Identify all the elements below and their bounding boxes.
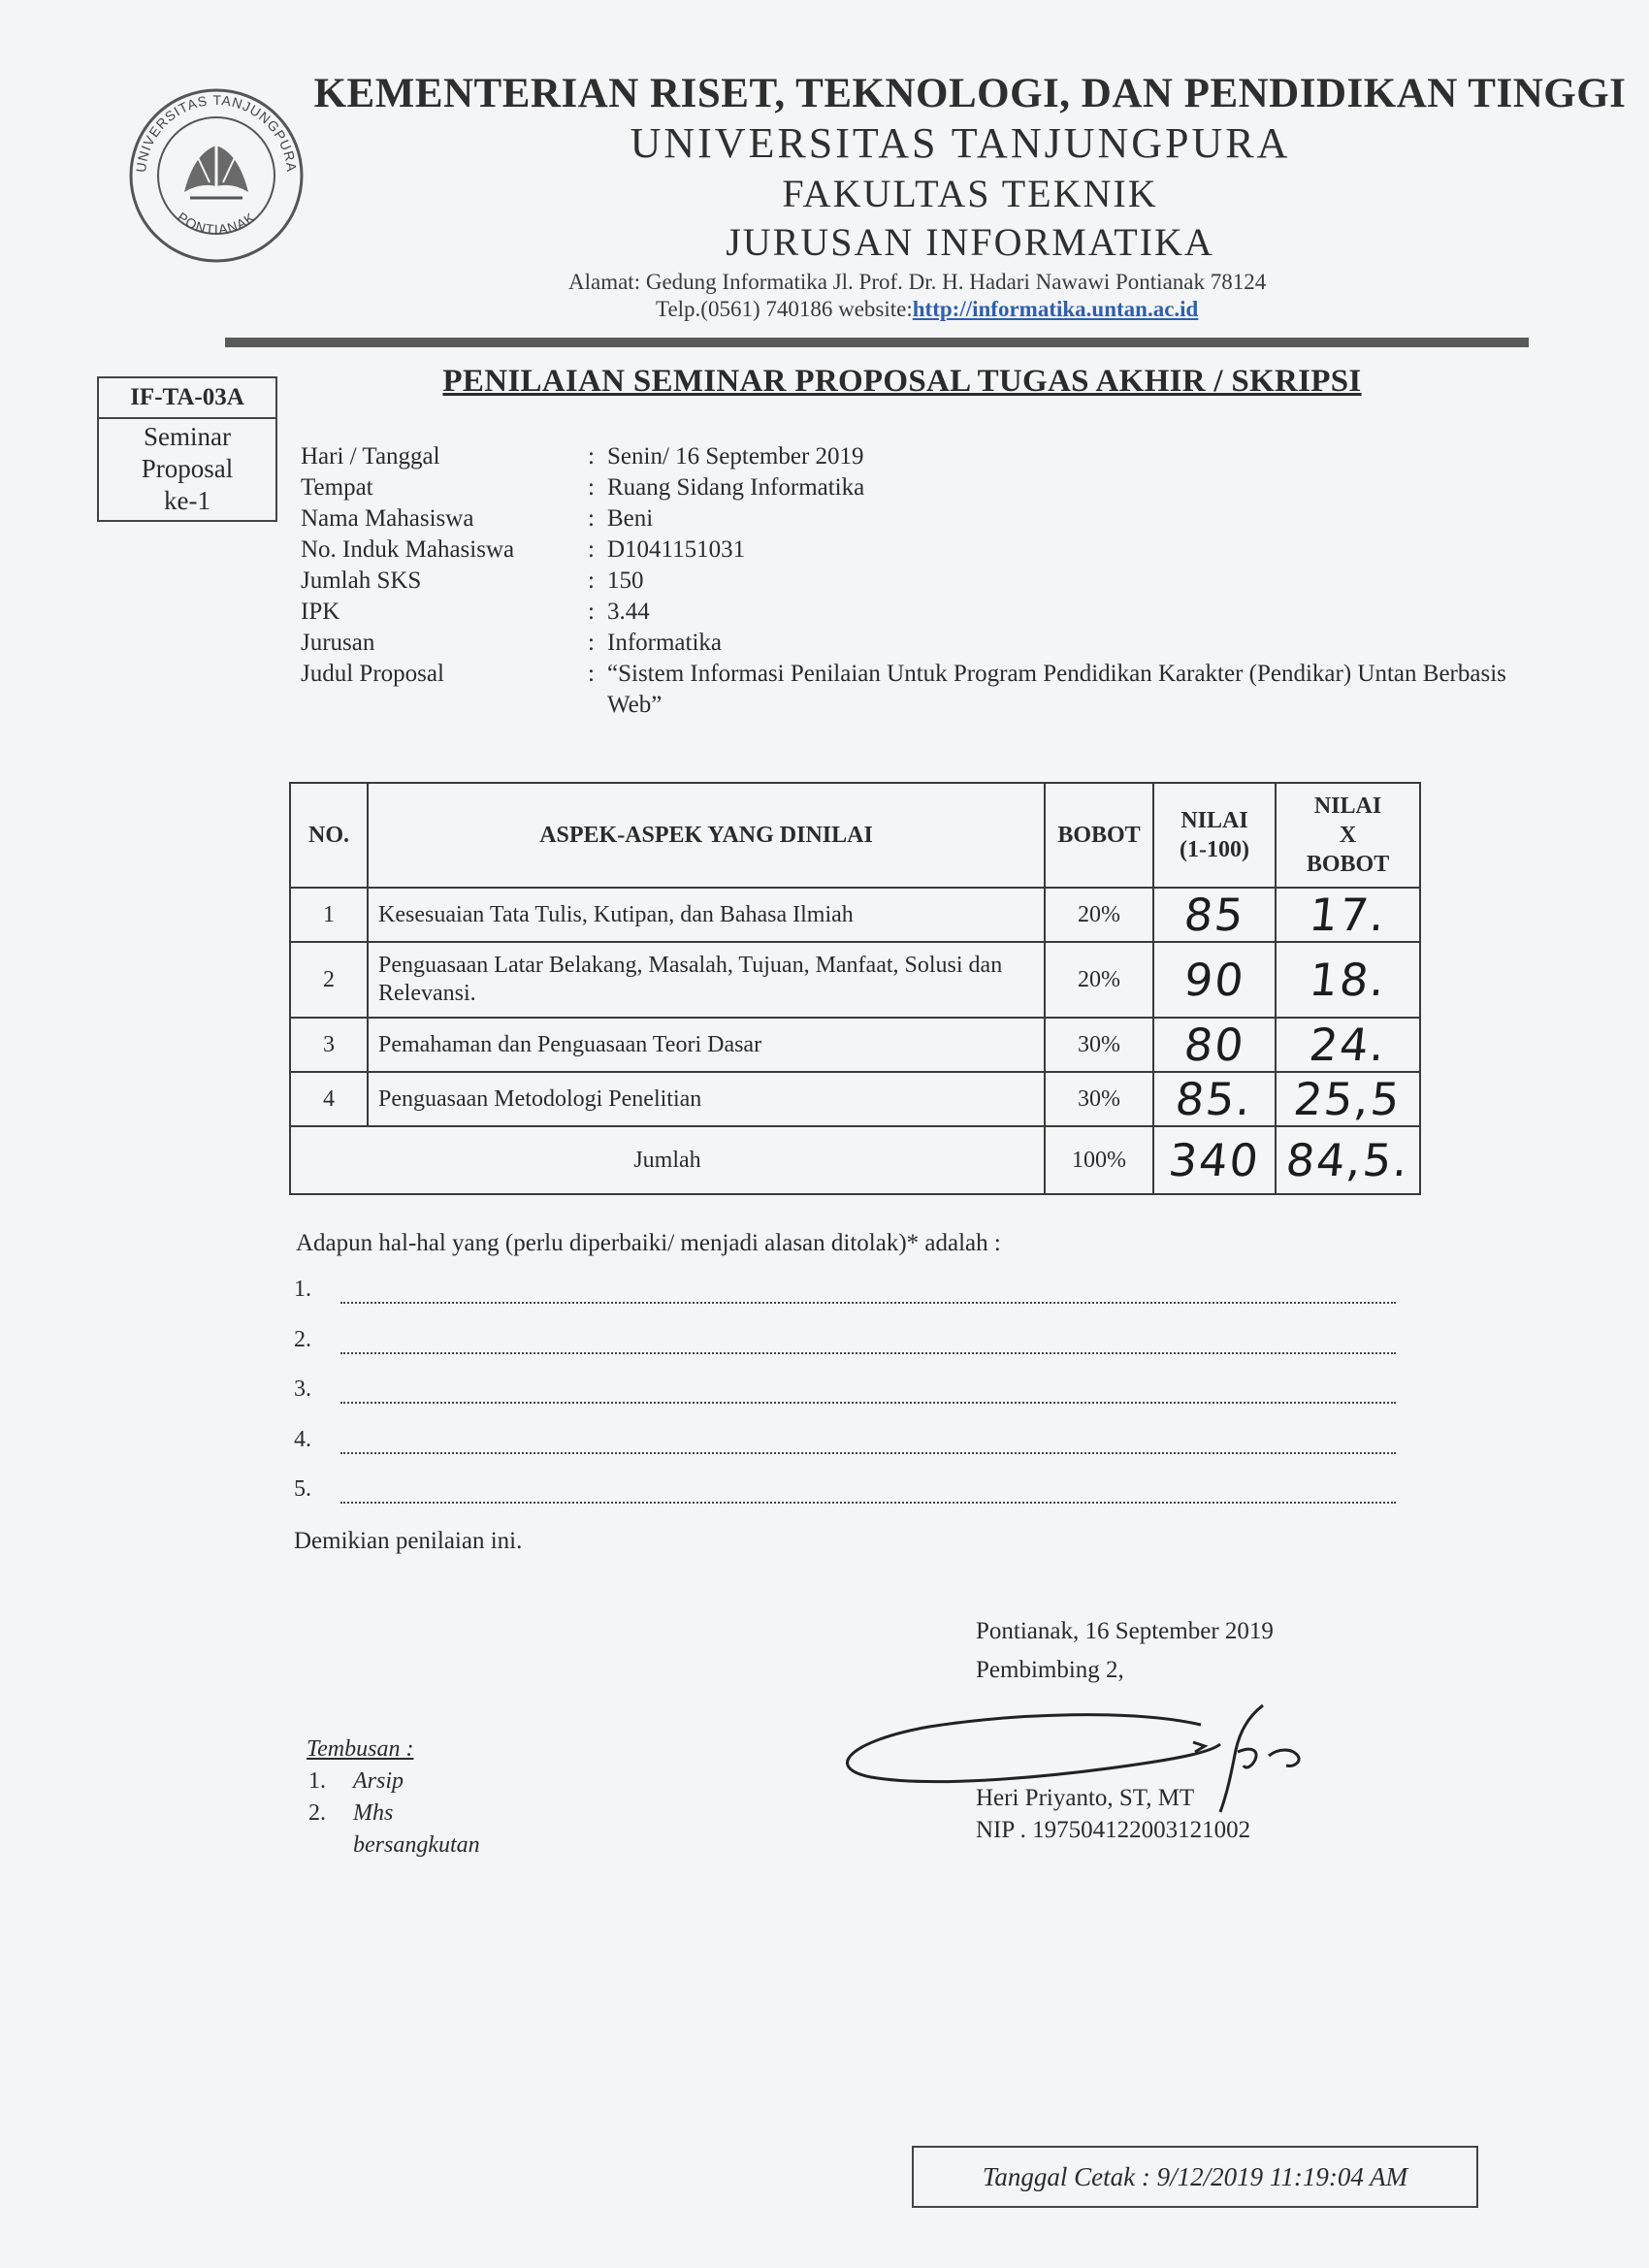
cell-aspek: Pemahaman dan Penguasaan Teori Dasar — [368, 1018, 1045, 1072]
ministry-name: KEMENTERIAN RISET, TEKNOLOGI, DAN PENDIDIKAN TINGGI — [313, 71, 1627, 116]
cell-nilai — [1153, 1018, 1276, 1072]
phone: Telp.(0561) 740186 website: — [656, 297, 913, 321]
table-row — [290, 1072, 1420, 1126]
total-label: Jumlah — [290, 1126, 1045, 1194]
header-aspek: ASPEK-ASPEK YANG DINILAI — [368, 783, 1045, 888]
dotted-fill-line — [340, 1302, 1396, 1304]
handwritten-nilai: 85 — [1180, 889, 1248, 941]
total-bobot: 100% — [1045, 1126, 1153, 1194]
table-total-row — [290, 1126, 1420, 1194]
logo-text-bottom: PONTIANAK — [174, 209, 259, 238]
header-nxb-line: BOBOT — [1306, 852, 1390, 877]
table-row — [290, 942, 1420, 1018]
field-colon: : — [588, 505, 595, 532]
header-nilai-line: NILAI — [1180, 808, 1248, 833]
dotted-fill-line — [340, 1502, 1396, 1504]
place-date: Pontianak, 16 September 2019 — [976, 1618, 1274, 1644]
field-colon: : — [588, 474, 595, 501]
form-code-line: Seminar — [144, 422, 231, 451]
letterhead-divider — [225, 338, 1529, 347]
cell-nilai-x-bobot — [1276, 1072, 1420, 1126]
handwritten-total-nilai: 340 — [1166, 1134, 1263, 1186]
item-number: 2. — [294, 1326, 311, 1352]
field-label: IPK — [301, 599, 340, 625]
handwritten-total-nxb: 84,5. — [1283, 1134, 1412, 1186]
logo-text-top: UNIVERSITAS TANJUNGPURA — [132, 91, 301, 174]
cell-aspek: Penguasaan Latar Belakang, Masalah, Tujuan, Manfaat, Solusi dan Relevansi. — [368, 942, 1045, 1018]
item-text: Mhs bersangkutan — [353, 1800, 480, 1858]
website-link[interactable]: http://informatika.untan.ac.id — [912, 297, 1199, 321]
dotted-fill-line — [340, 1352, 1396, 1354]
field-label: No. Induk Mahasiswa — [301, 536, 515, 563]
cell-no: 2 — [290, 942, 368, 1018]
header-nilai-x-bobot — [1276, 783, 1420, 888]
header-no: NO. — [290, 783, 368, 888]
improvements-intro: Adapun hal-hal yang (perlu diperbaiki/ menjadi alasan ditolak)* adalah : — [296, 1230, 1001, 1256]
handwritten-nxb: 24. — [1307, 1019, 1389, 1071]
field-value: Beni — [607, 505, 654, 532]
field-colon: : — [588, 536, 595, 563]
signer-nip: NIP . 197504122003121002 — [976, 1817, 1251, 1843]
table-row — [290, 1018, 1420, 1072]
handwritten-nilai: 90 — [1180, 954, 1248, 1006]
address: Alamat: Gedung Informatika Jl. Prof. Dr. H. Hadari Nawawi Pontianak 78124 — [568, 270, 1267, 294]
item-number: 1. — [294, 1277, 311, 1302]
faculty-name: FAKULTAS TEKNIK — [782, 172, 1158, 215]
cell-nilai — [1153, 888, 1276, 942]
score-table — [289, 782, 1421, 1195]
header-bobot: BOBOT — [1045, 783, 1153, 888]
field-value: Senin/ 16 September 2019 — [607, 443, 864, 470]
cell-bobot: 30% — [1045, 1018, 1153, 1072]
field-label: Nama Mahasiswa — [301, 505, 474, 532]
university-name: UNIVERSITAS TANJUNGPURA — [630, 119, 1291, 167]
field-label: Tempat — [301, 474, 373, 501]
cell-nilai-x-bobot — [1276, 888, 1420, 942]
header-nilai-line: (1-100) — [1180, 837, 1249, 862]
field-label: Jurusan — [301, 630, 375, 656]
handwritten-nxb: 17. — [1307, 889, 1389, 941]
form-code-box — [97, 376, 277, 522]
handwritten-nilai: 85. — [1173, 1073, 1256, 1125]
cell-nilai — [1153, 942, 1276, 1018]
dotted-fill-line — [340, 1402, 1396, 1404]
department-name: JURUSAN INFORMATIKA — [726, 220, 1214, 264]
form-title: PENILAIAN SEMINAR PROPOSAL TUGAS AKHIR / SKRIPSI — [442, 364, 1362, 399]
cell-no: 3 — [290, 1018, 368, 1072]
item-number: 5. — [294, 1476, 311, 1502]
cell-bobot: 30% — [1045, 1072, 1153, 1126]
item-number: 2. — [308, 1800, 326, 1826]
item-number: 4. — [294, 1426, 311, 1452]
header-nilai — [1153, 783, 1276, 888]
total-nilai-x-bobot — [1276, 1126, 1420, 1194]
form-code-line: ke-1 — [164, 486, 210, 515]
signer-name: Heri Priyanto, ST, MT — [976, 1785, 1195, 1811]
total-nilai — [1153, 1126, 1276, 1194]
contact-line — [656, 297, 1198, 322]
field-colon: : — [588, 630, 595, 656]
print-date: Tanggal Cetak : 9/12/2019 11:19:04 AM — [912, 2146, 1478, 2208]
list-item — [294, 1423, 1396, 1474]
cell-no: 4 — [290, 1072, 368, 1126]
cell-nilai-x-bobot — [1276, 1018, 1420, 1072]
header-nxb-line: NILAI — [1313, 794, 1382, 819]
cell-bobot: 20% — [1045, 942, 1153, 1018]
field-colon: : — [588, 599, 595, 625]
field-colon: : — [588, 567, 595, 594]
item-number: 3. — [294, 1377, 311, 1402]
cell-aspek: Penguasaan Metodologi Penelitian — [368, 1072, 1045, 1126]
handwritten-nxb: 18. — [1307, 954, 1389, 1006]
form-code: IF-TA-03A — [99, 378, 275, 419]
item-text: Arsip — [353, 1768, 404, 1794]
field-value: “Sistem Informasi Penilaian Untuk Program Pendidikan Karakter (Pendikar) Untan Berbasis Web” — [607, 661, 1506, 718]
tembusan-title: Tembusan : — [307, 1736, 414, 1762]
field-colon: : — [588, 443, 595, 470]
improvements-list — [294, 1273, 1396, 1523]
cell-aspek: Kesesuaian Tata Tulis, Kutipan, dan Bahasa Ilmiah — [368, 888, 1045, 942]
cell-bobot: 20% — [1045, 888, 1153, 942]
field-value: Ruang Sidang Informatika — [607, 474, 865, 501]
field-label: Jumlah SKS — [301, 567, 422, 594]
signer-role: Pembimbing 2, — [976, 1657, 1124, 1683]
handwritten-nxb: 25,5 — [1291, 1073, 1405, 1125]
cell-nilai-x-bobot — [1276, 942, 1420, 1018]
list-item — [294, 1473, 1396, 1523]
field-value: 3.44 — [607, 599, 650, 625]
field-value: 150 — [607, 567, 644, 594]
field-value: D1041151031 — [607, 536, 746, 563]
list-item — [294, 1323, 1396, 1374]
header-nxb-line: X — [1339, 823, 1357, 848]
dotted-fill-line — [340, 1452, 1396, 1454]
list-item — [294, 1273, 1396, 1323]
form-code-line: Proposal — [141, 454, 234, 483]
field-value: Informatika — [607, 630, 723, 656]
field-label: Judul Proposal — [301, 661, 444, 687]
handwritten-nilai: 80 — [1180, 1019, 1248, 1071]
item-number: 1. — [308, 1768, 326, 1794]
form-code-label — [99, 419, 275, 517]
table-row — [290, 888, 1420, 942]
cell-nilai — [1153, 1072, 1276, 1126]
field-colon: : — [588, 661, 595, 687]
list-item — [294, 1373, 1396, 1423]
cell-no: 1 — [290, 888, 368, 942]
closing-text: Demikian penilaian ini. — [294, 1528, 523, 1554]
table-header-row — [290, 783, 1420, 888]
field-label: Hari / Tanggal — [301, 443, 440, 470]
